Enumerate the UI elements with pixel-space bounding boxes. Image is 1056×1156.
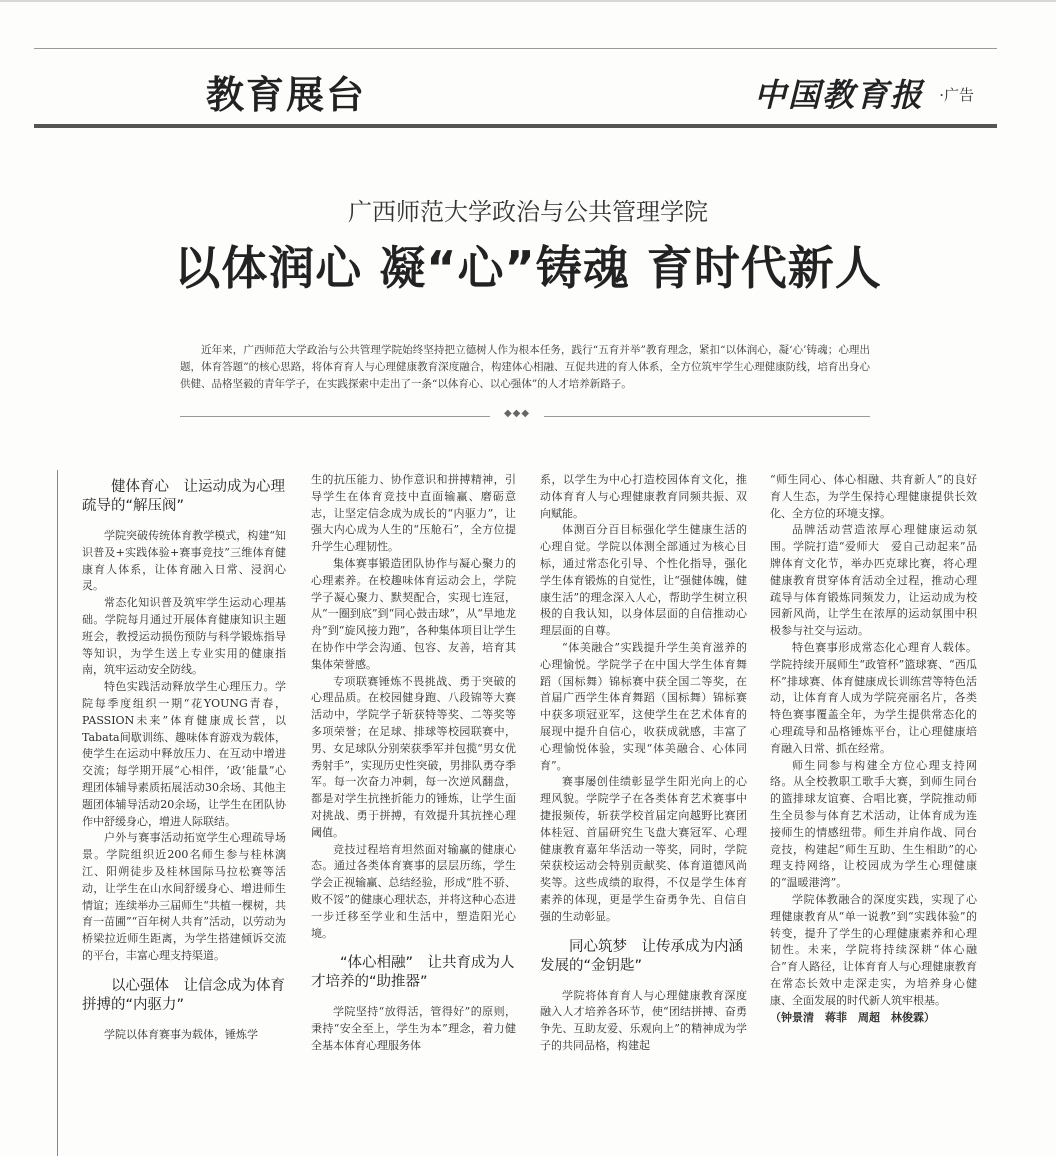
column-3: [540, 472, 747, 1055]
ad-tag: ·广告: [939, 86, 974, 104]
column-1: [82, 472, 286, 1044]
subhead: [82, 478, 286, 516]
paragraph: 常态化知识普及筑牢学生运动心理基础。学院每月通过开展体育健康知识主题班会，教授运动损伤预防与科学锻炼指导等知识，为学生送上专业实用的健康指南，筑牢运动安全防线。: [82, 596, 286, 677]
paragraph: 学院将体育育人与心理健康教育深度融入人才培养各环节，使“团结拼搏、奋勇争先、互助友爱、乐观向上”的精神成为学子的共同品格，构建起: [540, 988, 747, 1052]
masthead-logo: [754, 70, 924, 116]
paragraph: 生的抗压能力、协作意识和拼搏精神，引导学生在体育竞技中直面输赢、磨砺意志，让坚定信念成为成长的“内驱力”，让强大内心成为人生的“压舱石”，全方位提升学生心理韧性。: [311, 473, 516, 554]
paragraph: 体测百分百目标强化学生健康生活的心理自觉。学院以体测全部通过为核心目标，通过常态化引导、个性化指导，强化学生体育锻炼的自觉性，让“强健体魄，健康生活”的理念深入人心，帮助学生树立积极的自我认知，以身体层面的自信推动心理层面的自尊。: [540, 523, 747, 638]
paragraph: 品牌活动营造浓厚心理健康运动氛围。学院打造“爱师大 爱自己动起来”品牌体育文化节，举办匹克球比赛，将心理健康教育贯穿体育活动全过程，推动心理疏导与体育锻炼同频发力，让运动成为校园新风尚，让学生在浓厚的运动氛围中积极参与社交与运动。: [770, 523, 977, 638]
subhead-text: 以心强体 让信念成为体育拼搏的“内驱力”: [82, 977, 285, 1013]
byline: （钟景清 蒋菲 周超 林俊霖）: [770, 1010, 935, 1024]
article-intro: 近年来，广西师范大学政治与公共管理学院始终坚持把立德树人作为根本任务，践行“五育并举”教育理念，紧扣“以体润心，凝‘心’铸魂；心理出题，体育答题”的核心思路，将体育育人与心理健康教育深度融合，构建体心相融、互促共进的育人体系，全方位筑牢学生心理健康防线，培育出身心供健、品格坚毅的青年学子，在实践探索中走出了一条“以体育心、以心强体”的人才培养新路子。: [180, 344, 870, 390]
column-2: [311, 472, 516, 1055]
divider-right: [544, 416, 870, 417]
subhead: [82, 977, 286, 1015]
paragraph: 学院体教融合的深度实践，实现了心理健康教育从“单一说教”到“实践体验”的转变，提升了学生的心理健康素养和心理韧性。未来，学院将持续深耕“体心融合”育人路径，让体育育人与心理健康教育在常态长效中走深走实，为培养身心健康、全面发展的时代新人筑牢根基。: [770, 892, 977, 1007]
column-4: [770, 472, 977, 1026]
paragraph: 学院坚持“放得活，管得好”的原则，秉持“安全至上，学生为本”理念，着力健全基本体育心理服务体: [311, 1005, 516, 1052]
divider-left: [180, 416, 490, 417]
masthead-name: 中国教育报: [753, 76, 924, 114]
paragraph: “体美融合”实践提升学生美育滋养的心理愉悦。学院学子在中国大学生体育舞蹈（国标舞）锦标赛中获全国二等奖，在首届广西学生体育舞蹈（国标舞）锦标赛中获多项冠亚军，这使学生在艺术体育的展现中提升自信心，收获成就感，丰富了心理愉悦体验，实现“体美融合、心体同育”。: [540, 640, 747, 772]
paragraph: 系，以学生为中心打造校园体育文化，推动体育育人与心理健康教育同频共振、双向赋能。: [540, 473, 747, 520]
subhead-text: 健体育心 让运动成为心理疏导的“解压阀”: [82, 479, 285, 514]
paragraph: 师生同参与构建全方位心理支持网络。从全校教职工歌手大赛，到师生同台的篮排球友谊赛、合唱比赛，学院推动师生全员参与体育艺术活动，让体育成为连接师生的情感纽带。师生并肩作战、同台竞技，构建起“师生互助、生生相助”的心理支持网络，让校园成为学生心理健康的“温暖港湾”。: [770, 758, 977, 890]
paragraph: 学院以体育赛事为载体，锤炼学: [104, 1027, 258, 1041]
paragraph: 专项联赛锤炼不畏挑战、勇于突破的心理品质。在校园健身跑、八段锦等大赛活动中，学院学子斩获特等奖、二等奖等多项荣誉；在足球、排球等校园联赛中，男、女足球队分别荣获季军并包揽“男女优秀射手”，实现历史性突破，男排队勇夺季军。每一次奋力冲刺，每一次逆风翻盘，都是对学生抗挫折能力的锤炼，让学生面对挑战、勇于拼搏，有效提升其抗挫心理阈值。: [311, 674, 516, 839]
paragraph: 学院突破传统体育教学模式，构建“知识普及+实践体验+赛事竞技”三维体育健康育人体系，让体育融入日常、浸润心灵。: [82, 529, 286, 593]
subhead: [540, 938, 747, 976]
top-rule: [34, 48, 997, 49]
column-rule: [57, 470, 58, 1156]
paragraph: 赛事屡创佳绩彰显学生阳光向上的心理风貌。学院学子在各类体育艺术赛事中捷报频传，斩获学校首届定向越野比赛团体桂冠、首届研究生飞盘大赛冠军、心理健康教育嘉年华活动一等奖，同时，学院荣获校运动会特别贡献奖、体育道德风尚奖等。这些成绩的取得，不仅是学生体育素养的体现，更是学生奋勇争先、自信自强的生动彰显。: [540, 775, 747, 923]
paragraph: 户外与赛事活动拓宽学生心理疏导场景。学院组织近200名师生参与桂林漓江、阳朔徒步及桂林国际马拉松赛等活动，让学生在山水间舒缓身心、增进师生情谊；连续举办三届师生“共植一棵树，共育一苗圃”“百年树人共育”活动，以劳动为桥梁拉近师生距离，为学生搭建倾诉交流的平台，丰富心理支持渠道。: [82, 831, 286, 962]
header-rule: [34, 124, 997, 128]
top-strip: [0, 0, 1056, 2]
subhead: [311, 954, 516, 992]
article-kicker: 广西师范大学政治与公共管理学院: [348, 198, 708, 226]
paragraph: 特色实践活动释放学生心理压力。学院每季度组织一期“花YOUNG青春，PASSION未来”体育健康成长营，以Tabata间歇训练、趣味体育游戏为载体，使学生在运动中释放压力、在互动中增进交流；每学期开展“心相伴，‘政’能量”心理团体辅导素质拓展活动30余场、其他主题团体辅导活动20余场，让学生在团队协作中舒缓身心，增进人际联结。: [82, 680, 286, 828]
divider-ornament: ◆◆◆: [503, 408, 531, 419]
paragraph: 特色赛事形成常态化心理育人载体。学院持续开展师生“政管杯”篮球赛、“西瓜杯”排球赛、体育健康成长训练营等特色活动，让体育育人成为学院亮丽名片，各类特色赛事覆盖全年，为学生提供常态化的心理疏导和品格锤炼平台，让心理健康培育融入日常、抓在经常。: [770, 640, 977, 755]
subhead-text: “体心相融” 让共育成为人才培养的“助推器”: [311, 955, 515, 991]
subhead-text: 同心筑梦 让传承成为内涵发展的“金钥匙”: [540, 938, 743, 974]
paragraph: 集体赛事锻造团队协作与凝心聚力的心理素养。在校趣味体育运动会上，学院学子凝心聚力、默契配合，实现七连冠，从“一圈到底”到“同心鼓击球”，从“旱地龙舟”到“旋风接力跑”，各种集体项目让学生在协作中学会沟通、包容、友善，培育其集体荣誉感。: [311, 556, 516, 671]
paragraph: “师生同心、体心相融、共育新人”的良好育人生态，为学生保持心理健康提供长效化、全方位的环境支撑。: [770, 473, 977, 520]
paragraph: 竞技过程培育坦然面对输赢的健康心态。通过各类体育赛事的层层历练，学生学会正视输赢、总结经验，形成“胜不骄、败不馁”的健康心理状态，并将这种心态进一步迁移至学业和生活中，塑造阳光心境。: [311, 842, 516, 940]
article-headline: 以体润心 凝“心”铸魂 育时代新人: [174, 241, 882, 295]
section-title: 教育展台: [206, 72, 367, 117]
